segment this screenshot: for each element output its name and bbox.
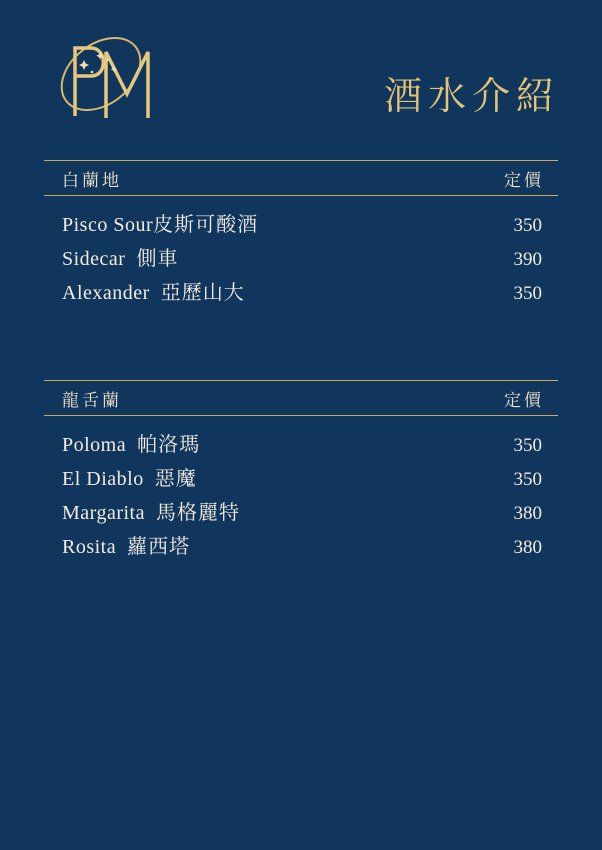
item-name: El Diablo 惡魔: [62, 468, 197, 490]
list-item: [44, 428, 558, 462]
pm-monogram-logo: [44, 22, 164, 132]
section-header: [44, 380, 558, 416]
item-price: 390: [513, 249, 542, 270]
item-price: 350: [513, 435, 542, 456]
item-name: Alexander 亞歷山大: [62, 282, 245, 304]
item-list: [44, 196, 558, 310]
item-price: 380: [513, 503, 542, 524]
section-header: [44, 160, 558, 196]
list-item: [44, 530, 558, 564]
section-title: 白蘭地: [62, 170, 122, 190]
menu-header: [0, 0, 602, 140]
item-price: 350: [513, 283, 542, 304]
section-tequila: [44, 310, 558, 564]
list-item: [44, 208, 558, 242]
list-item: [44, 462, 558, 496]
list-item: [44, 496, 558, 530]
list-item: [44, 242, 558, 276]
list-item: [44, 276, 558, 310]
section-price-label: 定價: [504, 170, 544, 190]
section-title: 龍舌蘭: [62, 390, 122, 410]
item-name: Sidecar 側車: [62, 248, 179, 270]
page-title: 酒水介紹: [383, 76, 560, 118]
section-brandy: [44, 140, 558, 310]
item-list: [44, 416, 558, 564]
item-name: Pisco Sour皮斯可酸酒: [62, 214, 259, 236]
section-price-label: 定價: [504, 390, 544, 410]
item-price: 350: [513, 215, 542, 236]
item-name: Margarita 馬格麗特: [62, 502, 240, 524]
item-price: 380: [513, 537, 542, 558]
item-name: Poloma 帕洛瑪: [62, 434, 201, 456]
item-name: Rosita 蘿西塔: [62, 536, 191, 558]
item-price: 350: [513, 469, 542, 490]
